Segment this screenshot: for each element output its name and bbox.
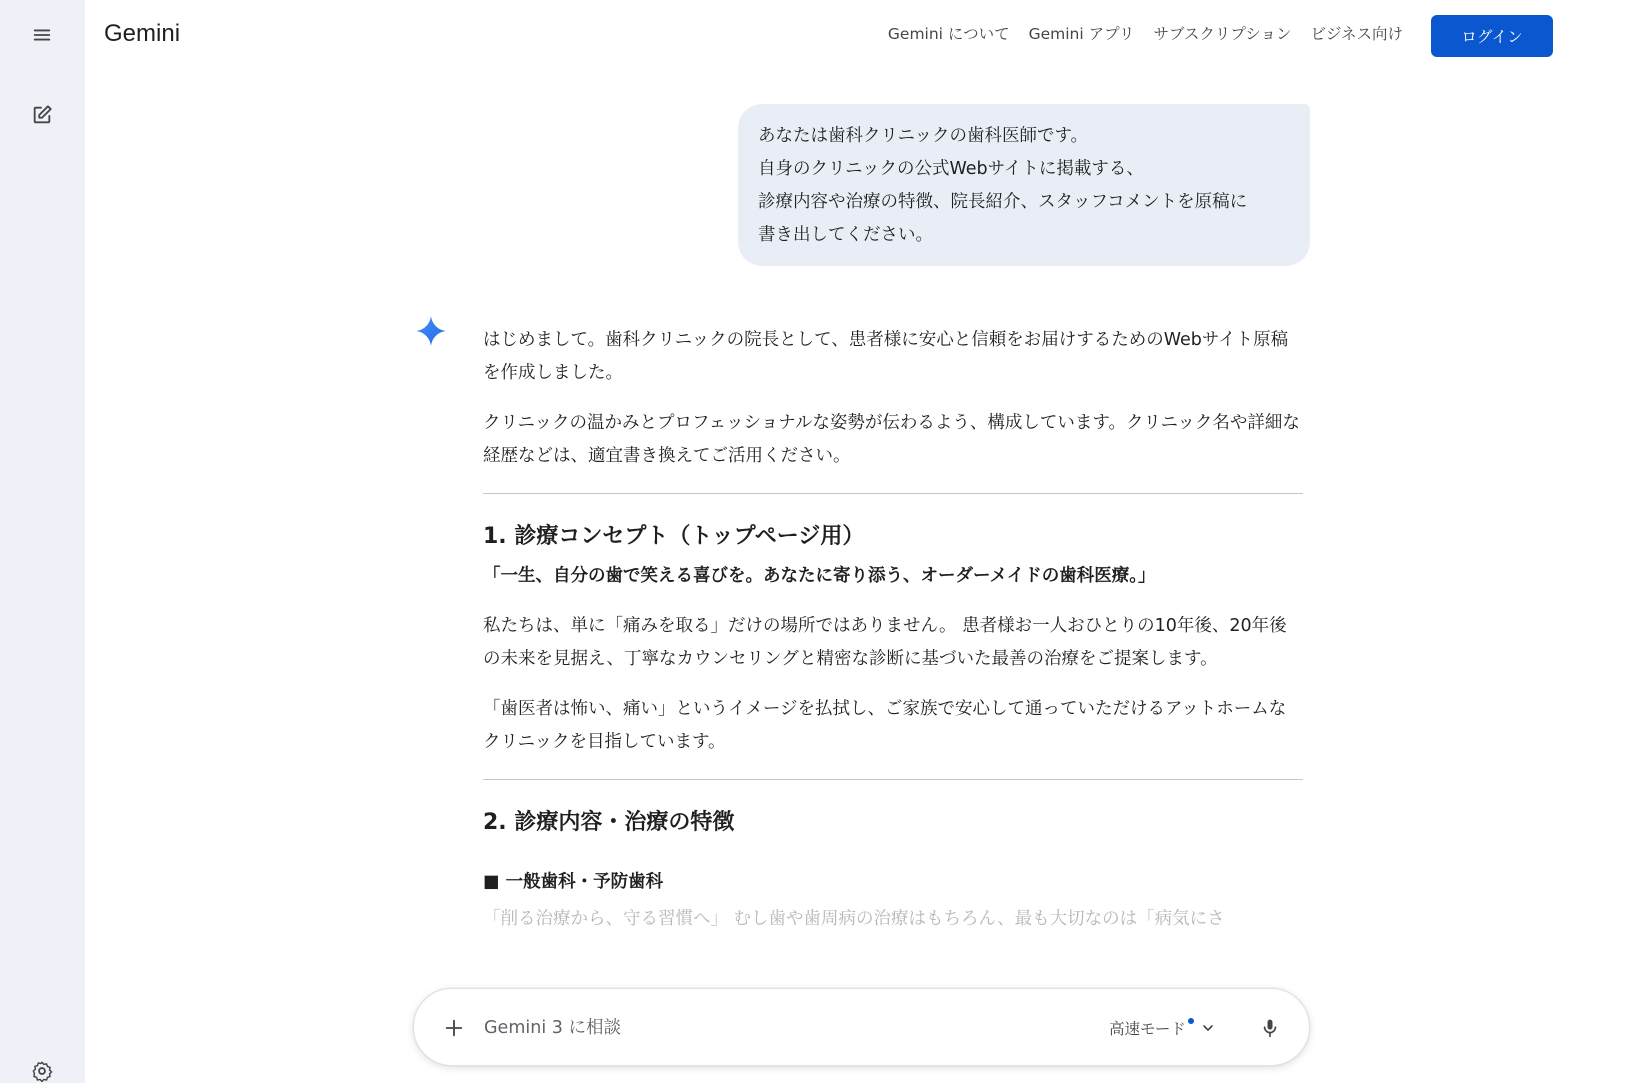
nav-subscription[interactable]: サブスクリプション — [1153, 25, 1292, 43]
concept-tagline: 「一生、自分の歯で笑える喜びを。あなたに寄り添う、オーダーメイドの歯科医療。」 — [483, 566, 1156, 586]
nav-business[interactable]: ビジネス向け — [1310, 25, 1403, 43]
model-response — [483, 324, 1303, 984]
user-message-line: 自身のクリニックの公式Webサイトに掲載する、 — [758, 159, 1144, 179]
brand-logo[interactable]: Gemini — [104, 20, 181, 47]
settings-icon — [31, 1060, 53, 1082]
nav-about[interactable]: Gemini について — [887, 25, 1010, 43]
prompt-bar — [413, 988, 1310, 1066]
top-nav — [888, 22, 1403, 44]
response-paragraph-faded: 「削る治療から、守る習慣へ」 むし歯や歯周病の治療はもちろん、最も大切なのは「病気にさ — [483, 909, 1225, 929]
plus-icon — [443, 1017, 465, 1039]
response-paragraph: 「歯医者は怖い、痛い」というイメージを払拭し、ご家族で安心して通っていただけるアットホームなクリニックを目指しています。 — [483, 699, 1287, 752]
response-intro: クリニックの温かみとプロフェッショナルな姿勢が伝わるよう、構成しています。クリニック名や詳細な経歴などは、適宜書き換えてご活用ください。 — [483, 413, 1300, 466]
response-paragraph: 私たちは、単に「痛みを取る」だけの場所ではありません。 患者様お一人おひとりの10年後、20年後の未来を見据え、丁寧なカウンセリングと精密な診断に基づいた最善の治療をご提案します。 — [483, 616, 1287, 669]
section-heading: 2. 診療内容・治療の特徴 — [483, 810, 735, 835]
user-message-bubble — [738, 104, 1310, 266]
new-chat-icon — [31, 104, 53, 126]
subsection-heading: ■ 一般歯科・予防歯科 — [483, 872, 664, 892]
login-button[interactable]: ログイン — [1431, 15, 1553, 57]
mode-label: 高速モード — [1109, 1020, 1186, 1038]
divider — [483, 493, 1303, 494]
mode-selector[interactable] — [1109, 1013, 1216, 1043]
section-heading: 1. 診療コンセプト（トップページ用） — [483, 524, 865, 549]
microphone-icon — [1260, 1018, 1280, 1038]
nav-app[interactable]: Gemini アプリ — [1028, 25, 1135, 43]
top-header — [85, 0, 1625, 72]
microphone-button[interactable] — [1250, 1008, 1290, 1048]
chevron-down-icon — [1200, 1020, 1216, 1036]
response-intro: はじめまして。歯科クリニックの院長として、患者様に安心と信頼をお届けするためのWebサイト原稿を作成しました。 — [483, 330, 1289, 383]
mode-indicator-dot — [1188, 1018, 1194, 1024]
add-attachment-button[interactable] — [434, 1008, 474, 1048]
user-message-line: あなたは歯科クリニックの歯科医師です。 — [758, 126, 1089, 146]
new-chat-button[interactable] — [22, 95, 62, 135]
divider — [483, 779, 1303, 780]
settings-button[interactable] — [22, 1051, 62, 1083]
sidebar — [0, 0, 85, 1083]
menu-icon — [31, 24, 53, 46]
prompt-input[interactable] — [484, 1007, 1044, 1049]
user-message-line: 書き出してください。 — [758, 225, 933, 245]
menu-button[interactable] — [22, 15, 62, 55]
user-message-line: 診療内容や治療の特徴、院長紹介、スタッフコメントを原稿に — [758, 192, 1248, 212]
scroll-fade — [470, 944, 1310, 984]
gemini-spark-icon — [416, 316, 446, 346]
